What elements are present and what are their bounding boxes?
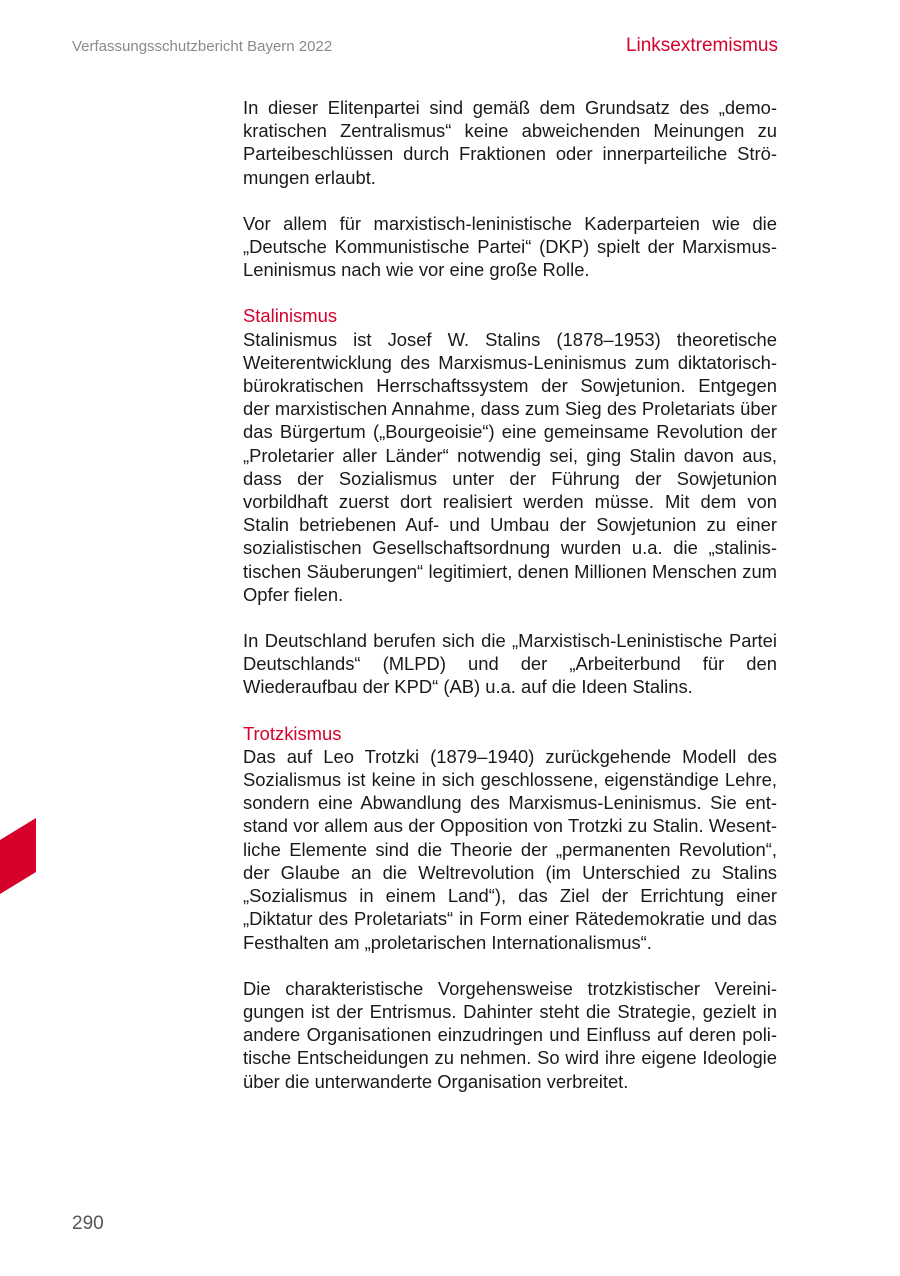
paragraph-kaderparteien: Vor allem für marxistisch-leninistische Kaderparteien wie die „Deutsche Kommunistische Partei“ (DKP) spielt der Marxismus-Leninismus nach wie vor eine große Rolle. [243, 212, 777, 281]
paragraph-stalinismus: Stalinismus ist Josef W. Stalins (1878–1953) theoretische Weiterentwicklung des Marxismus-Leninismus zum diktatorisch-bürokratischen Herrschaftssystem der Sowjetunion. Entgegen der marxistischen Annahme, dass zum Sieg des Proletariats über das Bürgertum („Bourgeoisie“) eine gemeinsame Revolution der „Proletarier aller Länder“ notwendig sei, ging Stalin davon aus, dass der Sozialismus unter der Führung der Sowjetunion vorbildhaft zuerst dort realisiert werden müsse. Mit dem von Stalin betriebenen Auf- und Umbau der Sowjetunion zu einer sozialistischen Gesellschaftsordnung wurden u.a. die „stalinistischen Säuberungen“ legitimiert, denen Millionen Menschen zum Opfer fielen. [243, 328, 777, 605]
section-marker-tab [0, 818, 36, 894]
heading-stalinismus: Stalinismus [243, 305, 338, 327]
main-text [243, 96, 777, 1116]
page-number: 290 [72, 1213, 104, 1234]
heading-trotzkismus: Trotzkismus [243, 722, 342, 744]
paragraph-trotzkismus: Das auf Leo Trotzki (1879–1940) zurückgehende Modell des Sozialismus ist keine in sich geschlossene, eigenständige Lehre, sondern eine Abwandlung des Marxismus-Leninismus. Sie entstand vor allem aus der Opposition von Trotzki zu Stalin. Wesentliche Elemente sind die Theorie der „permanenten Revolution“, der Glaube an die Weltrevolution (im Unterschied zu Stalins „Sozialismus in einem Land“), das Ziel der Errichtung einer „Diktatur des Proletariats“ in Form einer Rätedemokratie und das Festhalten am „proletarischen Internationalismus“. [243, 745, 777, 953]
paragraph-entrismus: Die charakteristische Vorgehensweise trotzkistischer Vereinigungen ist der Entrismus. Dahinter steht die Strategie, gezielt in andere Organisationen einzudringen und Einfluss auf deren politische Entscheidungen zu nehmen. So wird ihre eigene Ideologie über die unterwanderte Organisation verbreitet. [243, 977, 777, 1092]
running-head-chapter: Linksextremismus [625, 35, 778, 56]
running-head-publication: Verfassungsschutzbericht Bayern 2022 [72, 38, 333, 55]
paragraph-deutschland: In Deutschland berufen sich die „Marxistisch-Leninistische Partei Deutschlands“ (MLPD) und der „Arbeiterbund für den Wiederaufbau der KPD“ (AB) u.a. auf die Ideen Stalins. [243, 630, 777, 698]
paragraph-elitenpartei: In dieser Elitenpartei sind gemäß dem Grundsatz des „demokratischen Zentralismus“ keine abweichenden Meinungen zu Parteibeschlüssen durch Fraktionen oder innerparteiliche Strömungen erlaubt. [243, 97, 777, 188]
